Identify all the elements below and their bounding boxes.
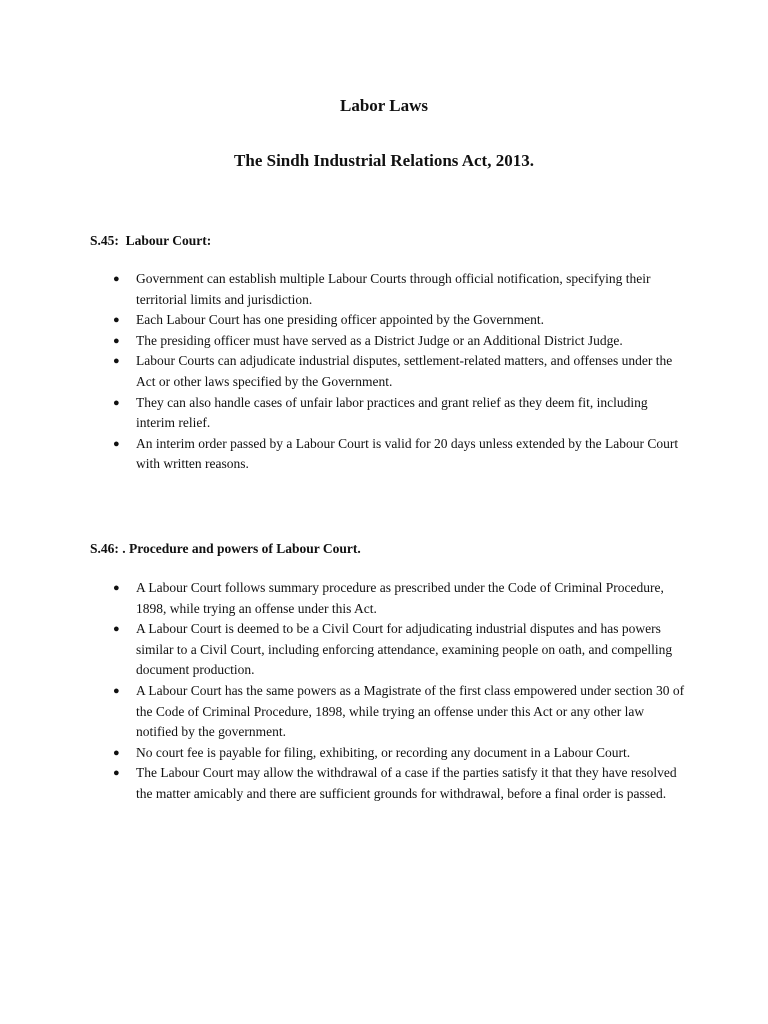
list-item	[0, 310, 768, 331]
list-item-text: A Labour Court follows summary procedure as prescribed under the Code of Criminal Procedure, 1898, while trying an offense under this Act.	[136, 580, 664, 616]
list-item-text: Government can establish multiple Labour Courts through official notification, specifying their territorial limits and jurisdiction.	[136, 271, 651, 307]
list-item	[0, 331, 768, 352]
bullet-icon: ●	[113, 746, 120, 759]
list-item-text: A Labour Court has the same powers as a Magistrate of the first class empowered under section 30 of the Code of Criminal Procedure, 1898, while trying an offense under this Act or any other law notified by the government.	[136, 682, 685, 740]
bullet-icon: ●	[113, 334, 120, 347]
bullet-icon: ●	[113, 767, 120, 780]
list-item	[0, 393, 768, 434]
bullet-icon: ●	[113, 582, 120, 594]
document-subtitle: The Sindh Industrial Relations Act, 2013.	[234, 151, 534, 170]
list-item-text: A Labour Court is deemed to be a Civil Court for adjudicating industrial disputes and has powers similar to a Civil Court, including enforcing attendance, examining people on oath, and compelling document production.	[136, 621, 673, 678]
bullet-icon: ●	[113, 437, 120, 450]
list-item-text: An interim order passed by a Labour Court is valid for 20 days unless extended by the Labour Court with written reasons.	[136, 435, 679, 472]
list-item	[0, 578, 768, 619]
bullet-icon: ●	[113, 355, 120, 368]
list-item	[0, 434, 768, 475]
document-title: Labor Laws	[339, 96, 428, 115]
section-heading-s45: S.45: Labour Court:	[90, 233, 212, 248]
list-item	[0, 269, 768, 310]
list-item-text: They can also handle cases of unfair labor practices and grant relief as they deem fit, including interim relief.	[136, 394, 648, 431]
list-item-text: Labour Courts can adjudicate industrial disputes, settlement-related matters, and offenses under the Act or other laws specified by the Government.	[136, 353, 673, 389]
bullet-icon: ●	[113, 623, 120, 636]
list-item	[0, 681, 768, 743]
list-item-text: No court fee is payable for filing, exhibiting, or recording any document in a Labour Court.	[136, 744, 631, 760]
list-item	[0, 763, 768, 804]
bullet-icon: ●	[113, 684, 120, 697]
bullet-icon: ●	[113, 396, 120, 409]
list-item-text: Each Labour Court has one presiding officer appointed by the Government.	[136, 312, 545, 328]
bullet-list-s46	[0, 578, 768, 805]
bullet-icon: ●	[113, 273, 120, 285]
list-item	[0, 743, 768, 764]
bullet-icon: ●	[113, 314, 120, 327]
section-heading-s46: S.46: . Procedure and powers of Labour Court.	[90, 541, 361, 556]
list-item	[0, 619, 768, 681]
list-item-text: The presiding officer must have served as a District Judge or an Additional District Judge.	[136, 332, 623, 348]
list-item-text: The Labour Court may allow the withdrawal of a case if the parties satisfy it that they have resolved the matter amicably and there are sufficient grounds for withdrawal, before a final order is passed.	[136, 765, 677, 801]
bullet-list-s45	[0, 269, 768, 475]
list-item	[0, 351, 768, 392]
